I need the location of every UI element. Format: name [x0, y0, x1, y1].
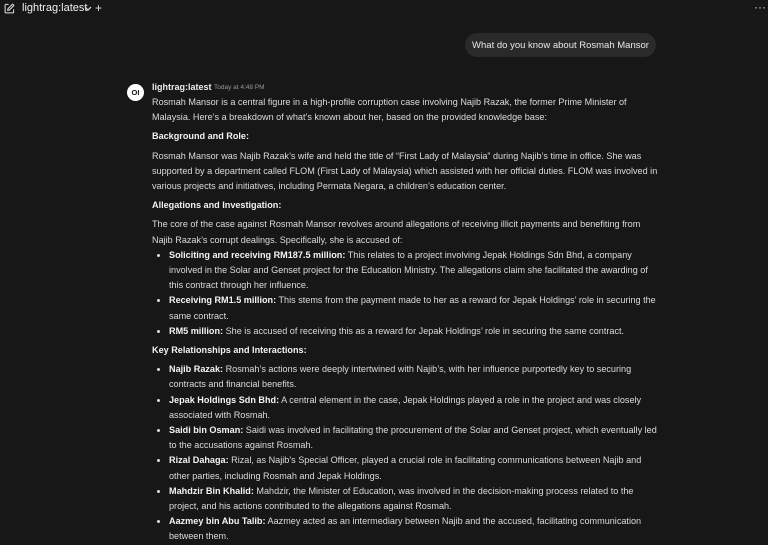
- assistant-message: [152, 95, 662, 545]
- chevron-down-icon[interactable]: [84, 5, 92, 12]
- list-item: [169, 362, 662, 392]
- top-bar: [0, 0, 768, 18]
- list-item: [169, 423, 662, 453]
- allegations-heading: Allegations and Investigation:: [152, 200, 282, 211]
- allegations-paragraph: The core of the case against Rosmah Mansor revolves around allegations of receiving illicit payments and benefiting from Najib Razak’s corrupt dealings. Specifically, she is accused of:: [152, 219, 641, 245]
- background-heading: Background and Role:: [152, 131, 250, 142]
- list-item-term: Mahdzir Bin Khalid:: [169, 485, 254, 496]
- list-item: [169, 248, 662, 294]
- list-item-text: Aazmey acted as an intermediary between Najib and the accused, facilitating communication between them.: [169, 516, 642, 542]
- list-item: [169, 293, 662, 323]
- list-item: [169, 484, 662, 514]
- background-paragraph: Rosmah Mansor was Najib Razak’s wife and held the title of “First Lady of Malaysia” during Najib’s time in office. She was supported by a department called FLOM (First Lady of Malaysia) which assisted with her official duties. FLOM was involved in various projects and initiatives, including Permata Negara, a children’s education center.: [152, 150, 658, 192]
- relationships-list: [152, 362, 662, 544]
- list-item-term: Najib Razak:: [169, 364, 224, 375]
- list-item-text: Saidi was involved in facilitating the procurement of the Solar and Genset project, which eventually led to the accusations against Rosmah.: [169, 425, 657, 451]
- list-item-text: Rizal, as Najib’s Special Officer, played a crucial role in facilitating communications between Najib and other parties, including Rosmah and Jepak Holdings.: [169, 455, 642, 481]
- user-message: What do you know about Rosmah Mansor: [465, 33, 656, 57]
- list-item: [169, 514, 662, 544]
- list-item-term: Soliciting and receiving RM187.5 million:: [169, 249, 346, 260]
- list-item-text: A central element in the case, Jepak Holdings played a role in the project and was closely associated with Rosmah.: [169, 394, 642, 420]
- list-item-term: Receiving RM1.5 million:: [169, 295, 277, 306]
- assistant-avatar: OI: [127, 84, 144, 101]
- list-item: [169, 324, 662, 339]
- list-item-term: RM5 million:: [169, 325, 224, 336]
- intro-paragraph: Rosmah Mansor is a central figure in a high-profile corruption case involving Najib Razak, the former Prime Minister of Malaysia. Here’s a breakdown of what’s known about her, based on the provided knowledge base:: [152, 97, 627, 123]
- list-item: [169, 393, 662, 423]
- list-item-term: Saidi bin Osman:: [169, 425, 244, 436]
- relationships-heading: Key Relationships and Interactions:: [152, 345, 307, 356]
- list-item-text: She is accused of receiving this as a reward for Jepak Holdings’ role in securing the same contract.: [223, 325, 625, 336]
- new-chat-icon[interactable]: [4, 3, 15, 14]
- assistant-name: lightrag:latest: [152, 82, 212, 92]
- list-item-text: Rosmah’s actions were deeply intertwined with Najib’s, with her influence purportedly key to securing contracts and financial benefits.: [169, 364, 632, 390]
- list-item-term: Aazmey bin Abu Talib:: [169, 516, 266, 527]
- list-item: [169, 453, 662, 483]
- add-model-button[interactable]: +: [95, 1, 103, 15]
- allegations-list: [152, 248, 662, 339]
- list-item-text: Mahdzir, the Minister of Education, was involved in the decision-making process related to the project, and his actions contributed to the allegations against Rosmah.: [169, 485, 634, 512]
- list-item-text: This stems from the payment made to her as a reward for Jepak Holdings’ role in securing the same contract.: [169, 295, 656, 321]
- more-options-icon[interactable]: ···: [754, 0, 766, 14]
- message-timestamp: Today at 4:48 PM: [214, 84, 265, 91]
- list-item-text: This relates to a project involving Jepak Holdings Sdn Bhd, a company involved in the Solar and Genset project for the Education Ministry. The allegations claim she facilitated the awarding of this contract through her influence.: [169, 249, 648, 291]
- list-item-term: Rizal Dahaga:: [169, 455, 229, 466]
- list-item-term: Jepak Holdings Sdn Bhd:: [169, 394, 280, 405]
- model-selector[interactable]: lightrag:latest: [22, 2, 88, 14]
